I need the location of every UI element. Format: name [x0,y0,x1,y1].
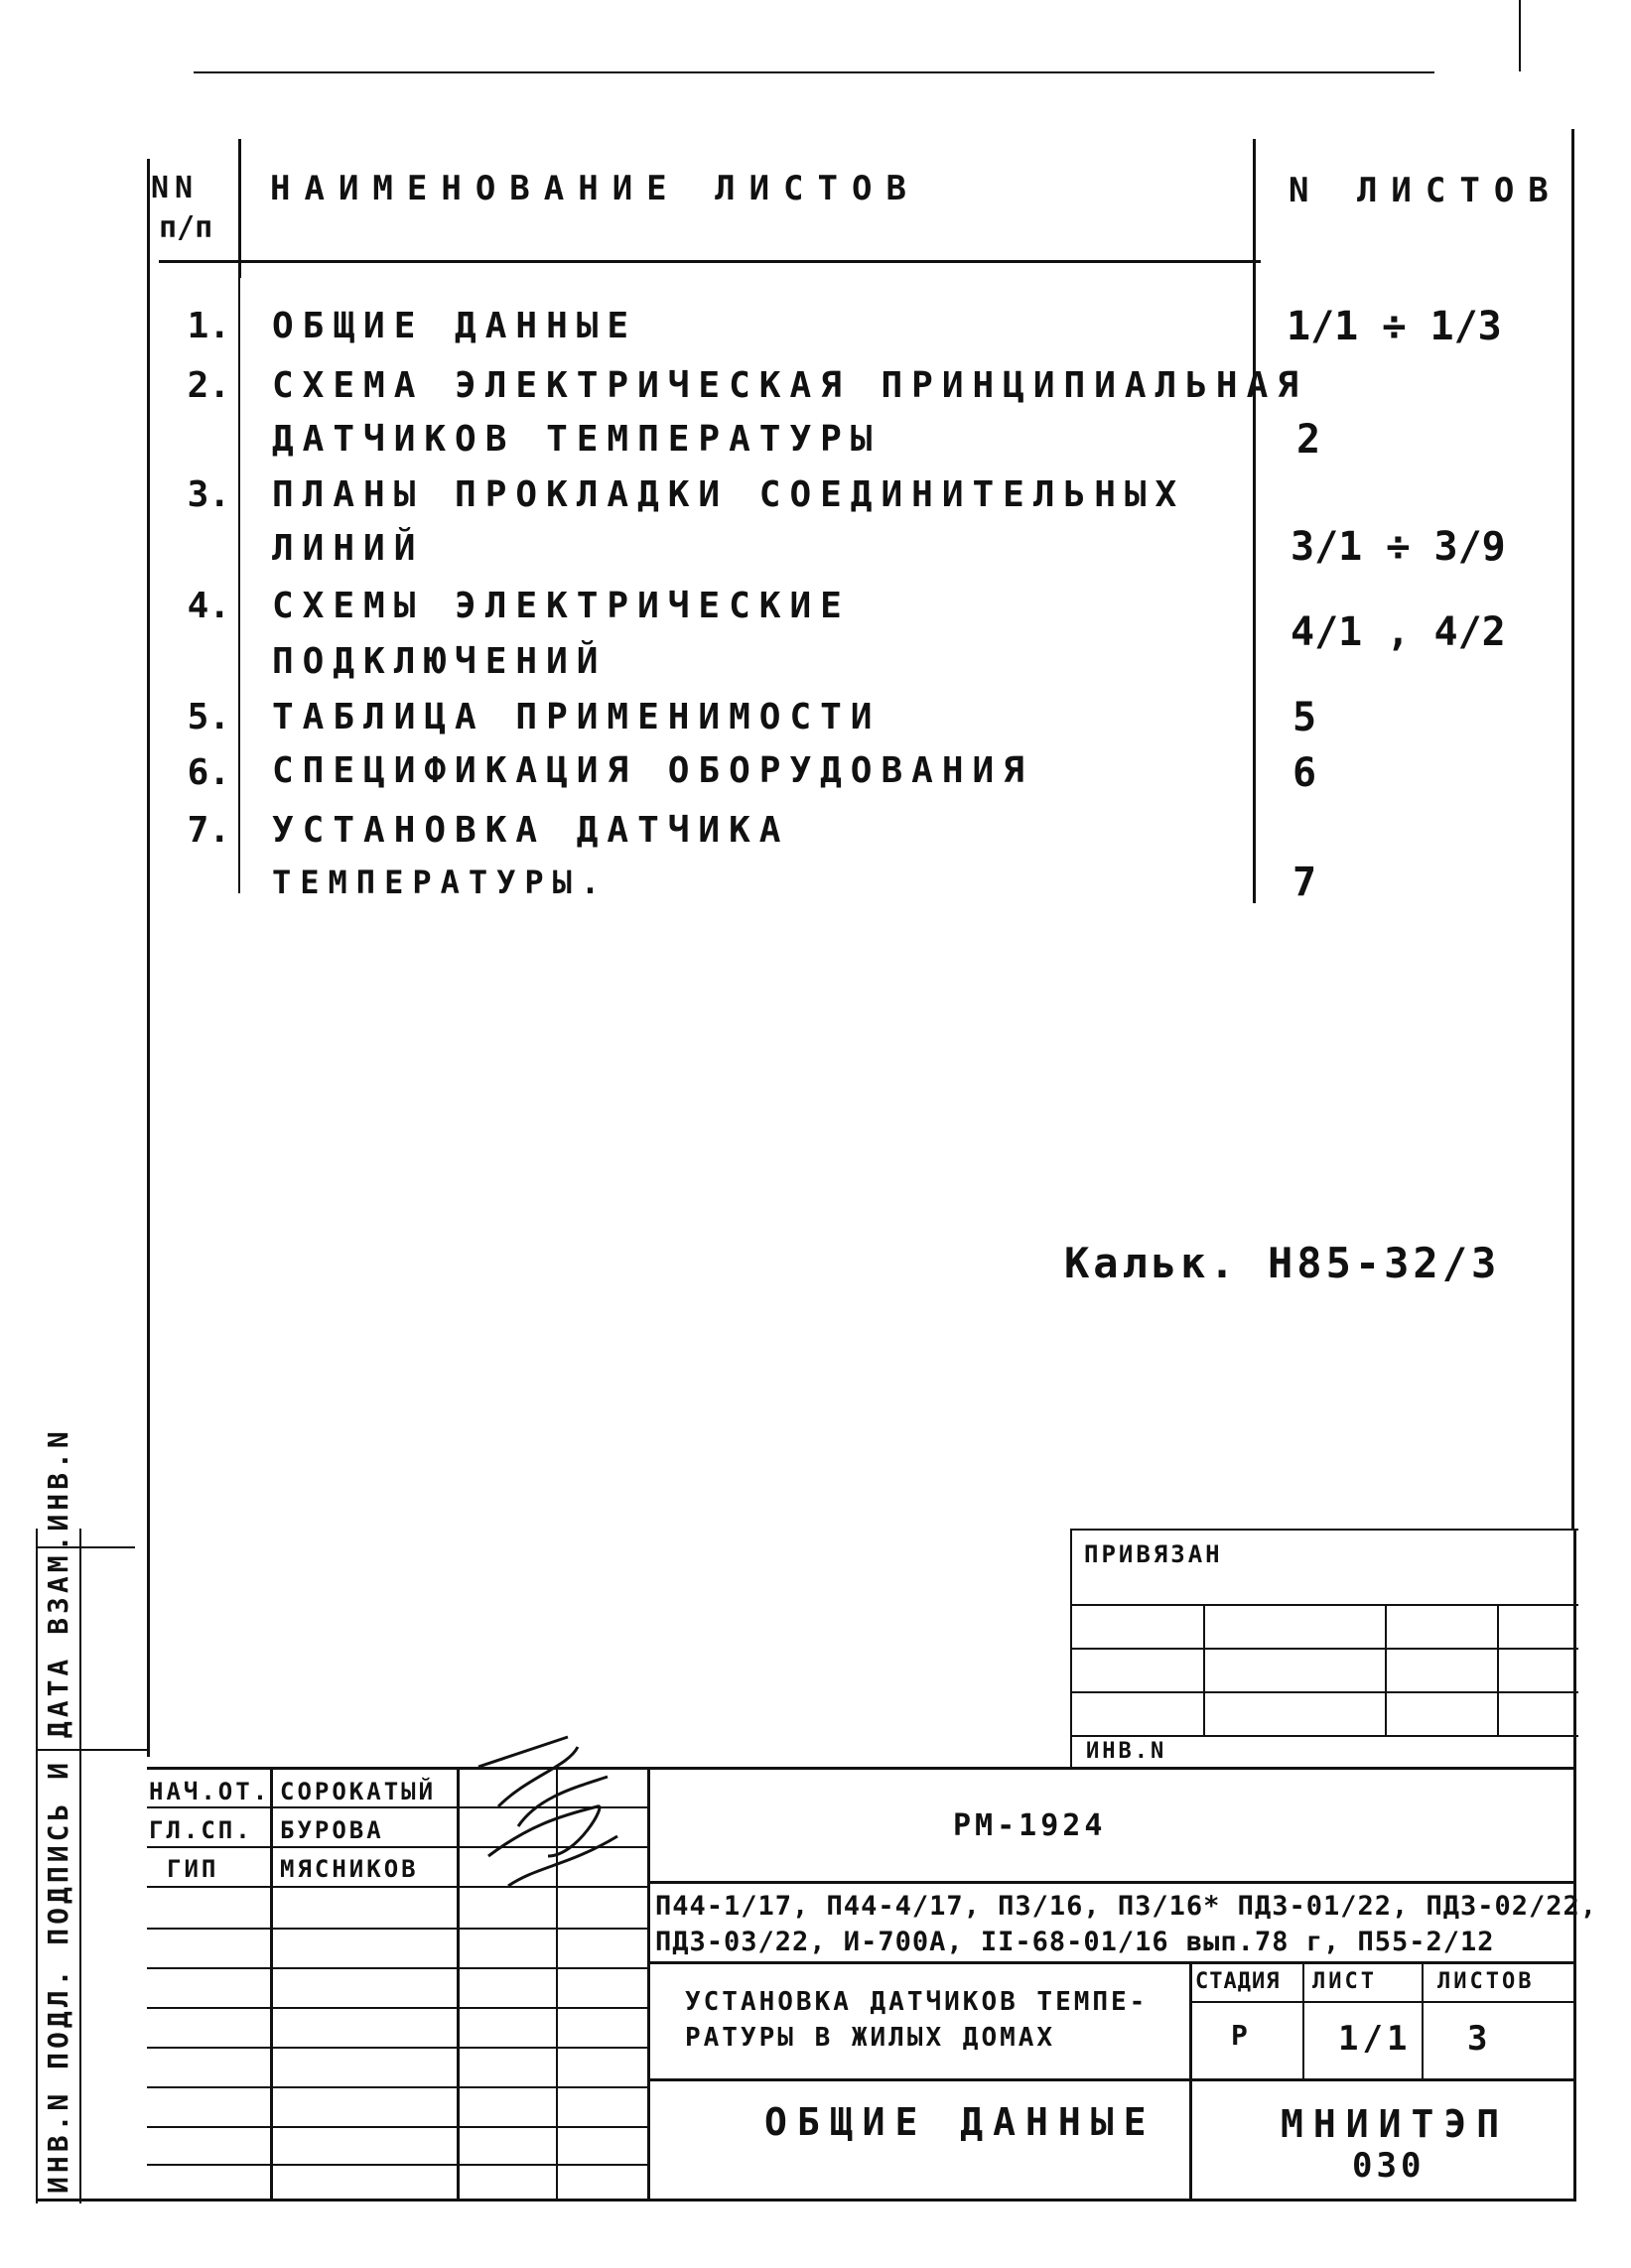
tb-bottom-line [36,2199,1576,2201]
tb-sheets-value: 3 [1467,2019,1492,2059]
row-sheets-3: 3/1 ÷ 3/9 [1291,524,1506,570]
tb-code: РМ-1924 [953,1808,1107,1843]
row-title-7b: ТЕМПЕРАТУРЫ. [272,864,610,901]
tb-name-1: СОРОКАТЫЙ [280,1778,437,1805]
tb-series-line1: П44-1/17, П44-4/17, П3/16, П3/16* ПД3-01/22, ПД3-02/22, [655,1891,1598,1922]
side-stamp-left [36,1529,38,2203]
tb-stage-header-rule [1189,2001,1574,2003]
tb-org-name: МНИИТЭП [1281,2102,1510,2146]
row-sheets-7: 7 [1292,860,1317,905]
kalk-number: Кальк. Н85-32/3 [1064,1239,1501,1287]
row-sheets-6: 6 [1292,750,1317,796]
tb-right-line [1573,1529,1576,2201]
tb-sheets-label: ЛИСТОВ [1437,1969,1535,1994]
row-title-1: ОБЩИЕ ДАННЫЕ [272,306,638,346]
tb-left-row-9 [147,2126,647,2128]
privyazan-grid-v2 [1385,1604,1387,1735]
privyazan-grid-h2 [1070,1648,1578,1650]
row-title-2a: СХЕМА ЭЛЕКТРИЧЕСКАЯ ПРИНЦИПИАЛЬНАЯ [272,365,1307,406]
row-num-4: 4. [187,586,230,626]
privyazan-grid-h3 [1070,1691,1578,1693]
header-num-line1: NN [151,171,200,205]
row-title-4a: СХЕМЫ ЭЛЕКТРИЧЕСКИЕ [272,586,851,626]
tb-role-2: ГЛ.СП. [149,1816,253,1844]
row-sheets-4: 4/1 , 4/2 [1291,609,1506,655]
privyazan-grid-v3 [1497,1604,1499,1735]
tb-role-3: ГИП [167,1855,219,1883]
tb-series-divider [647,1961,1576,1964]
privyazan-grid-h4 [1070,1735,1578,1737]
tb-name-3: МЯСНИКОВ [280,1855,419,1883]
tb-sheet-col [1302,1961,1304,2078]
row-num-7: 7. [187,810,230,851]
row-sheets-2: 2 [1296,417,1321,463]
row-num-3: 3. [187,474,230,515]
tb-org-code: 030 [1352,2146,1426,2186]
row-title-5: ТАБЛИЦА ПРИМЕНИМОСТИ [272,697,882,737]
top-right-edge [1519,0,1521,71]
privyazan-title: ПРИВЯЗАН [1084,1540,1223,1568]
row-num-1: 1. [187,306,230,346]
header-name-column: НАИМЕНОВАНИЕ ЛИСТОВ [270,169,920,208]
tb-top-line [147,1767,1576,1770]
privyazan-top [1070,1529,1578,1531]
tb-sheet-value: 1/1 [1338,2019,1412,2059]
tb-object-line2: РАТУРЫ В ЖИЛЫХ ДОМАХ [685,2023,1056,2053]
row-num-2: 2. [187,365,230,406]
row-sheets-1: 1/1 ÷ 1/3 [1287,304,1502,349]
row-sheets-5: 5 [1292,695,1317,740]
row-title-3a: ПЛАНЫ ПРОКЛАДКИ СОЕДИНИТЕЛЬНЫХ [272,474,1186,515]
row-title-4b: ПОДКЛЮЧЕНИЙ [272,641,608,682]
tb-left-row-8 [147,2086,647,2088]
row-title-3b: ЛИНИЙ [272,528,425,569]
header-sheet-column: N ЛИСТОВ [1289,171,1563,210]
tb-code-divider [647,1881,1576,1884]
frame-right-line [1571,129,1574,1529]
row-title-7a: УСТАНОВКА ДАТЧИКА [272,810,790,851]
table-num-divider [238,278,240,893]
tb-sheet-label: ЛИСТ [1312,1969,1377,1994]
table-col-divider-1 [238,139,241,278]
tb-name-2: БУРОВА [280,1816,384,1844]
row-num-5: 5. [187,697,230,737]
tb-left-row-10 [147,2164,647,2166]
privyazan-grid-v1 [1203,1604,1205,1735]
tb-object-line1: УСТАНОВКА ДАТЧИКОВ ТЕМПЕ- [685,1987,1149,2017]
privyazan-inv-label: ИНВ.N [1086,1739,1167,1764]
table-header-rule [159,260,1261,263]
side-stamp-right [79,1529,81,2203]
tb-left-row-5 [147,1967,647,1969]
tb-title-divider [647,2078,1576,2081]
top-cut-line [194,71,1434,73]
tb-left-row-6 [147,2007,647,2009]
frame-left-line [147,159,150,1757]
tb-sheets-col [1422,1961,1424,2078]
signature-scribbles [459,1707,647,1906]
privyazan-grid-h1 [1070,1604,1578,1606]
header-num-line2: п/п [159,210,213,245]
tb-col-d [647,1767,650,2199]
row-title-6: СПЕЦИФИКАЦИЯ ОБОРУДОВАНИЯ [272,750,1033,791]
tb-drawing-title: ОБЩИЕ ДАННЫЕ [764,2100,1156,2144]
side-stamp-text: ИНВ.N ПОДЛ. ПОДПИСЬ И ДАТА ВЗАМ.ИНВ.N [42,1427,74,2194]
tb-left-row-4 [147,1928,647,1930]
table-col-divider-2 [1253,139,1256,903]
tb-stage-label: СТАДИЯ [1195,1969,1281,1994]
tb-left-row-7 [147,2047,647,2049]
tb-role-1: НАЧ.ОТ. [149,1778,271,1805]
tb-series-line2: ПД3-03/22, И-700А, II-68-01/16 вып.78 г, П55-2/12 [655,1927,1495,1957]
row-num-6: 6. [187,752,230,793]
tb-col-a [270,1767,273,2199]
tb-stage-value: Р [1231,2019,1252,2052]
row-title-2b: ДАТЧИКОВ ТЕМПЕРАТУРЫ [272,419,882,460]
